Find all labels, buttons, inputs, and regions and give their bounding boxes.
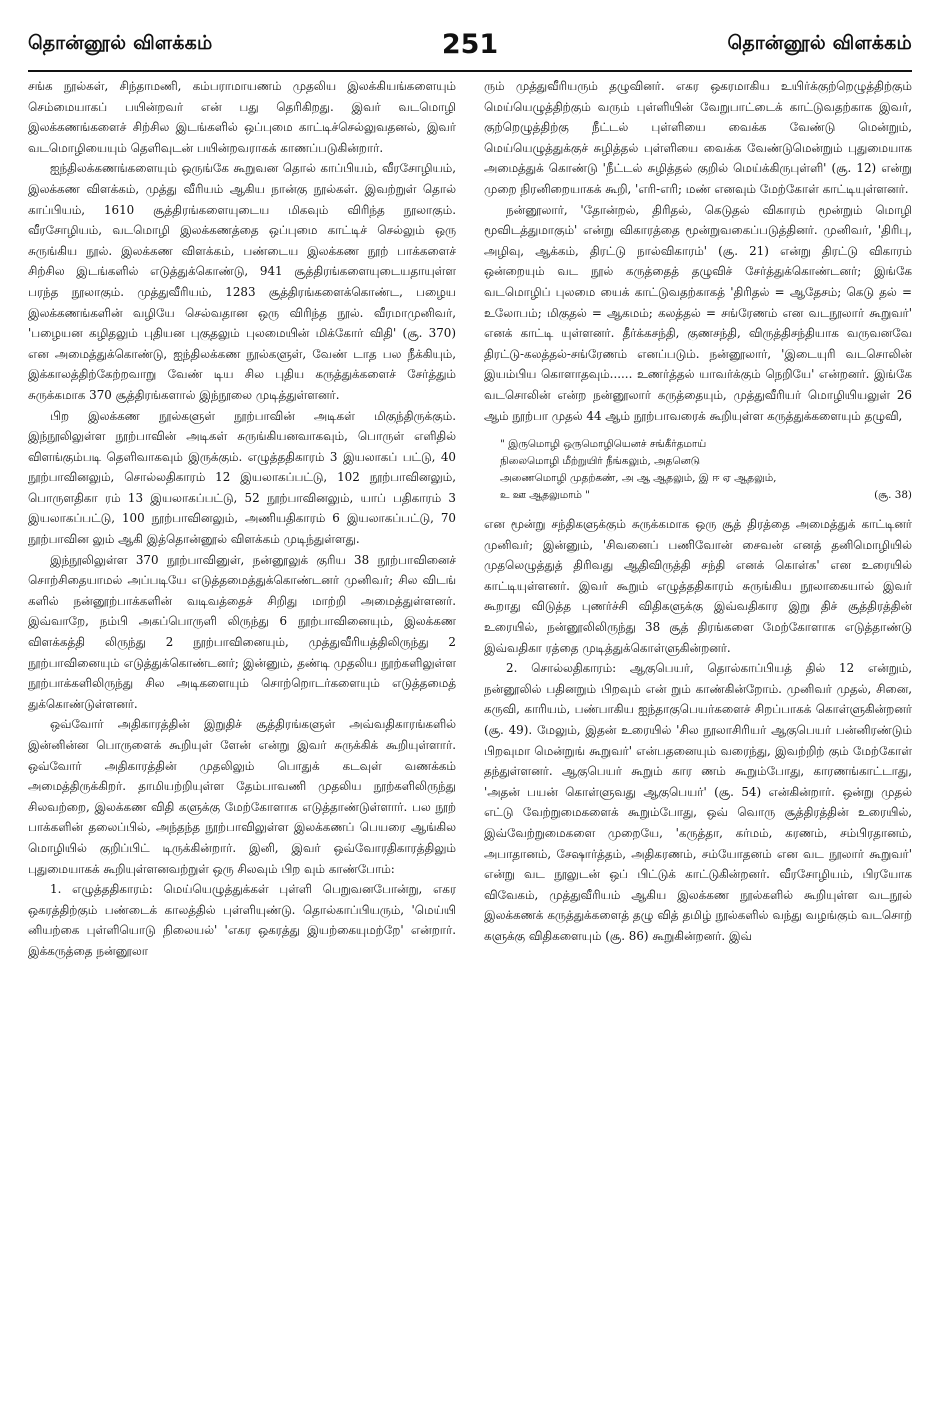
header-left-title: தொன்னூல் விளக்கம்	[28, 31, 213, 54]
paragraph: 1. எழுத்ததிகாரம்: மெய்யெழுத்துக்கள் புள்ளி பெறுவனபோன்று, எகர ஒகரத்திற்கும் பண்டைக் காலத்தில் புள்ளியுண்டு. தொல்காப்பியரும், 'மெய்யி னியற்கை புள்ளியொடு நிலையல்' 'எகர ஒகரத்து இயற்கையுமற்றே' என்றார். இக்கருத்தை நன்னூலா	[28, 882, 456, 958]
right-column	[484, 76, 912, 1406]
paragraph: சங்க நூல்கள், சிந்தாமணி, கம்பராமாயணம் முதலிய இலக்கியங்களையும் செம்மையாகப் பயின்றவர் என் பது தெரிகிறது. இவர் வடமொழி இலக்கணங்களைச் சிற்சில இடங்களில் ஒப்புமை காட்டிச்செல்லுவதனல், இவர் வடமொழியையும் தெளிவுடன் பயின்றவராகக் காணப்படுகின்றார்.	[28, 79, 456, 155]
verse-line: உ ஊ ஆதலுமாம் "	[500, 489, 590, 502]
paragraph: நன்னூலார், 'தோன்றல், திரிதல், கெடுதல் விகாரம் மூன்றும் மொழி மூவிடத்துமாகும்' என்று விகாரத்தை மூன்றுவகைப்படுத்தினர். முனிவர், 'திரிபு, அழிவு, ஆக்கம், திரட்டு நால்விகாரம்' (சூ. 21) என்று திரட்டு விகாரம் ஒன்றையும் வட நூல் கருத்தைத் தழுவிச் சேர்த்துக்கொண்டனர்; இங்கே வடமொழிப் புலமை யைக் காட்டுவதற்காகத் 'திரிதல் = ஆதேசம்; கெடு தல் = உலோபம்; மிகுதல் = ஆகமம்; கலத்தல் = சங்ரேணம் என வடநூலார் கூறுவர்' எனக் காட்டி யுள்ளனர். தீர்க்கசந்தி, குணசந்தி, விருத்திசந்தியாக வருவனவே திரட்டு-கலத்தல்-சங்ரேணம் எனப்படும். நன்னூலார், 'இடையுரி வடசொலின் இயம்பிய கொளாதவும்...... உணர்த்தல் யாவர்க்கும் நெறியே' என்றனர். இங்கே வடசொலின் என்ற நன்னூலார் கருத்தையும், முத்துவீரியர் மொழியியலுள் 26 ஆம் நூற்பா முதல் 44 ஆம் நூற்பாவரைக் கூறியுள்ள கருத்துக்களையும் தழுவி,	[484, 202, 912, 423]
verse-line: நிலைமொழி மீற்றுயிர் நீங்கலும், அதனெடு	[500, 455, 700, 468]
paragraph: ரும் முத்துவீரியரும் தழுவினர். எகர ஒகரமாகிய உயிர்க்குற்றெழுத்திற்கும் மெய்யெழுத்திற்கும் வரும் புள்ளியின் வேறுபாட்டைக் காட்டுவதற்காக இவர், குற்றெழுத்திற்கு நீட்டல் புள்ளியை வைக்க வேண்டு மென்றும், மெய்யெழுத்துக்குச் சுழித்தல் புள்ளியை வைக்க வேண்டுமென்றும் புதுமையாக அமைத்துக் கொண்டு 'நீட்டல் சுழித்தல் குறில் மெய்க்கிருபுள்ளி' (சூ. 12) என்று முறை நிரனிறையாகக் கூறி, 'எரி-எரி; மண் எனவும் மேற்கோள் காட்டியுள்ளனர்.	[484, 79, 912, 196]
verse-line: " இருமொழி ஒருமொழியெனச் சங்கீர்தமாய்	[500, 438, 707, 451]
verse-last-line	[500, 487, 912, 504]
page-number: 251	[441, 28, 499, 60]
header-right-title: தொன்னூல் விளக்கம்	[727, 31, 912, 54]
quoted-verse	[500, 436, 912, 504]
header-rule	[28, 70, 912, 72]
verse-reference: (சூ. 38)	[874, 489, 912, 502]
verse-line: அணைமொழி முதற்கண், அ ஆ ஆதலும், இ ஈ ஏ ஆதலும்,	[500, 472, 777, 485]
paragraph: இந்நூலிலுள்ள 370 நூற்பாவினுள், நன்னூலுக் குரிய 38 நூற்பாவினைச் சொற்சிதையாமல் அப்படியே எடுத்தமைத்துக்கொண்டனர் முனிவர்; சில விடங் களில் நன்னூற்பாக்களின் வடிவத்தைச் சிறிது மாற்றி அமைத்துள்ளனர். இவ்வாறே, நம்பி அகப்பொருளி லிருந்து 6 நூற்பாவினையும், இலக்கண விளக்கத்தி லிருந்து 2 நூற்பாவினையும், முத்துவீரியத்திலிருந்து 2 நூற்பாவினையும் எடுத்துக்கொண்டனர்; இன்னும், தண்டி முதலிய நூற்களிலுள்ள நூற்பாக்களிலிருந்து சில அடிகளையும் சொற்றொடர்களையும் எடுத்தமைத் துக்கொண்டுள்ளனர்.	[28, 552, 456, 711]
paragraph: என மூன்று சந்திகளுக்கும் சுருக்கமாக ஒரு சூத் திரத்தை அமைத்துக் காட்டினர் முனிவர்; இன்னும், 'சிவனைப் பணிவோன் சைவன் எனத் தனிமொழியில் முதலெழுத்துத் திரிவது ஆதிவிருத்தி சந்தி எனக் கொள்க' என உரையில் காட்டியுள்ளனர். இவர் கூறும் எழுத்ததிகாரம் சுருங்கிய நூலாகையால் இவர் கூறாது விடுத்த புணர்ச்சி விதிகளுக்கு இவ்வதிகார இறு திச் சூத்திரத்தின் உரையில், நன்னூலிலிருந்து 38 சூத் திரங்களை மேற்கோளாக எடுத்தாண்டு இவ்வதிகா ரத்தை முடித்துக்கொள்ளுகின்றனர்.	[484, 517, 912, 655]
paragraph: ஐந்திலக்கணங்களையும் ஒருங்கே கூறுவன தொல் காப்பியம், வீரசோழியம், இலக்கண விளக்கம், முத்து வீரியம் ஆகிய நான்கு நூல்கள். இவற்றுள் தொல் காப்பியம், 1610 சூத்திரங்களையுடைய மிகவும் விரிந்த நூலாகும். வீரசோழியம், வடமொழி இலக்கணத்தை ஒப்புமை காட்டிச் செல்லும் ஒரு சுருங்கிய நூல். இலக்கண விளக்கம், பண்டைய இலக்கண நூற் பாக்களைச் சிற்சில இடங்களில் எடுத்துக்கொண்டு, 941 சூத்திரங்களையுடையதாயுள்ள பரந்த நூலாகும். முத்துவீரியம், 1283 சூத்திரங்களைக்கொண்ட, பழைய இலக்கணங்களின் வழியே செல்வதான ஒரு விரிந்த நூல். வீரமாமுனிவர், 'பழையன கழிதலும் புதியன புகுதலும் புலமையின் மிக்கோர் விதி' (சூ. 370) என அமைத்துக்கொண்டு, ஐந்திலக்கண நூல்களுள், வேண் டாத பல நீக்கியும், இக்காலத்திற்கேற்றவாறு வேண் டிய சில புதிய கருத்துக்களைச் சேர்த்தும் சுருக்கமாக 370 சூத்திரங்களால் இந்நூலை முடித்துள்ளனர்.	[28, 161, 456, 402]
left-column	[28, 76, 456, 1406]
paragraph: 2. சொல்லதிகாரம்: ஆகுபெயர், தொல்காப்பியத் தில் 12 என்றும், நன்னூலில் பதினறும் பிறவும் என் றும் காண்கின்றோம். முனிவர் முதல், சினை, கருவி, காரியம், பண்பாகிய ஐந்தாகுபெயர்களைச் சிறப்பாகக் கொள்ளுகின்றனர் (சூ. 49). மேலும், இதன் உரையில் 'சில நூலாசிரியர் ஆகுபெயர் பன்னிரண்டும் பிறவுமா மென்றுங் கூறுவர்' என்பதனையும் வரைந்து, இவற்றிற் கும் மேற்கோள் தந்துள்ளனர். ஆகுபெயர் கூறும் கார ணம் கூறும்போது, காரணங்காட்டாது, 'அதன் பயன் கொள்ளுவது ஆகுபெயர்' (சூ. 54) என்கின்றார். ஒன்று முதல் எட்டு வேற்றுமைகளைக் கூறும்போது, ஒவ் வொரு சூத்திரத்தின் உரையில், இவ்வேற்றுமைகளை முறையே, 'கருத்தா, கர்மம், கரணம், சம்பிரதானம், அபாதானம், சேஷார்த்தம், அதிகரணம், சம்யோதனம் என வட நூலார் கூறுவர்' என்று வட நூலுடன் ஒப் பிட்டுக் காட்டுகின்றனர். வீரசோழியம், பிரயோக விவேகம், முத்துவீரியம் ஆகிய இலக்கண நூல்களில் கூறியுள்ள வடநூல் இலக்கணக் கருத்துக்களைத் தழு வித் தமிழ் நூல்களில் வந்து வழங்கும் வடசொற் களுக்கு விதிகளையும் (சூ. 86) கூறுகின்றனர். இவ்	[484, 661, 912, 943]
paragraph: பிற இலக்கண நூல்களுள் நூற்பாவின் அடிகள் மிகுந்திருக்கும். இந்நூலிலுள்ள நூற்பாவின் அடிகள் சுருங்கியனவாகவும், பொருள் எளிதில் விளங்கும்படி தெளிவாகவும் இருக்கும். எழுத்ததிகாரம் 3 இயலாகப் பட்டு, 40 நூற்பாவினலும், சொல்லதிகாரம் 12 இயலாகப்பட்டு, 102 நூற்பாவினலும், பொருளதிகா ரம் 13 இயலாகப்பட்டு, 52 நூற்பாவினலும், யாப் பதிகாரம் 3 இயலாகப்பட்டு, 100 நூற்பாவினலும், அணியதிகாரம் 6 இயலாகப்பட்டு, 70 நூற்பாவின லும் ஆகி இத்தொன்னூல் விளக்கம் முடிந்துள்ளது.	[28, 408, 456, 547]
paragraph: ஒவ்வோர் அதிகாரத்தின் இறுதிச் சூத்திரங்களுள் அவ்வதிகாரங்களில் இன்னின்ன பொருளைக் கூறியுள் ளேன் என்று இவர் சுருக்கிக் கூறியுள்ளார். ஒவ்வோர் அதிகாரத்தின் முதலிலும் பொதுக் கடவுள் வணக்கம் அமைத்திருக்கிறர். தாமியற்றியுள்ள தேம்பாவணி முதலிய நூற்களிலிருந்து சிலவற்றை, இலக்கண விதி களுக்கு மேற்கோளாக எடுத்தாண்டுள்ளார். பல நூற் பாக்களின் தலைப்பில், அந்தந்த நூற்பாவிலுள்ள இலக்கணப் பெயரை ஆங்கில மொழியில் குறிப்பிட் டிருக்கின்றார். இனி, இவர் ஒவ்வோரதிகாரத்திலும் புதுமையாகக் கூறியுள்ளனவற்றுள் ஒரு சிலவும் பிற வும் காண்போம்:	[28, 717, 456, 876]
running-header	[28, 22, 912, 66]
